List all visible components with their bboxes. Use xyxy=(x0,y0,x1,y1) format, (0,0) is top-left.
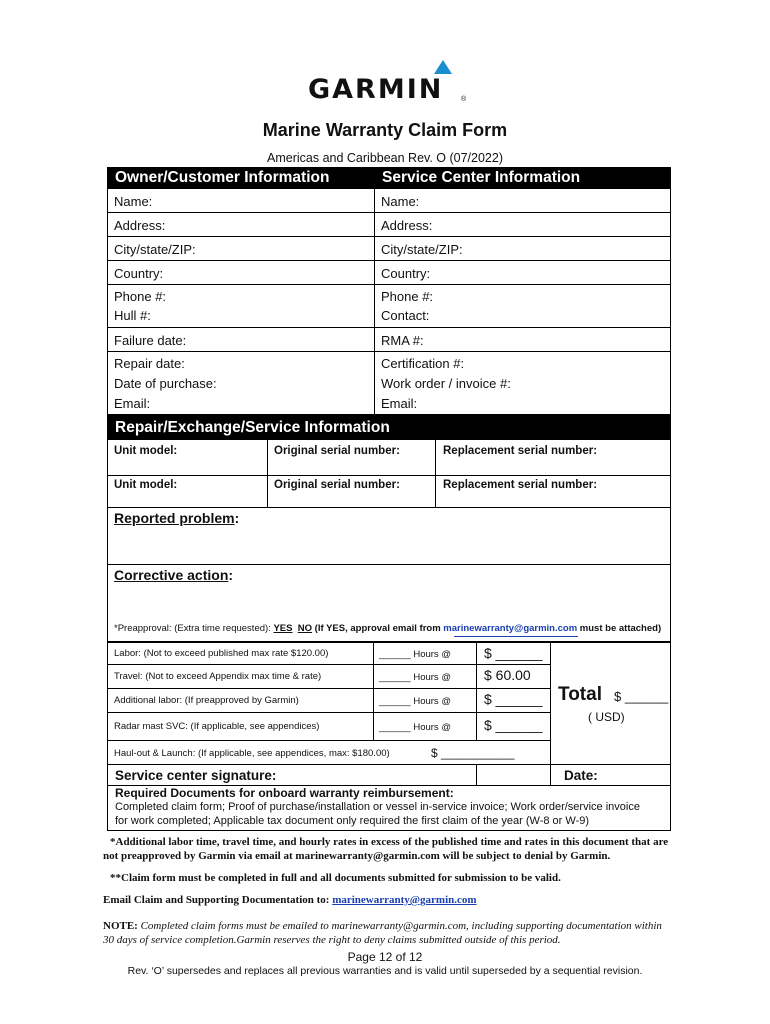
page-number: Page 12 of 12 xyxy=(347,950,423,964)
unit-model-field[interactable]: Unit model: xyxy=(114,479,178,491)
total-label: Total xyxy=(558,684,602,705)
revision-note: Rev. ‘O’ supersedes and replaces all previous warranties and is valid until superseded by a sequential revision. xyxy=(127,965,643,977)
charge-row xyxy=(108,643,550,665)
required-docs-line: Completed claim form; Proof of purchase/installation or vessel in-service invoice; Work order/service invoice xyxy=(115,801,640,813)
note-label: NOTE: xyxy=(103,920,138,932)
unit-row xyxy=(108,440,670,475)
preapproval-underline xyxy=(454,636,578,637)
haulout-label: Haul-out & Launch: (If applicable, see appendices, max: $180.00) xyxy=(114,748,390,759)
info-row xyxy=(108,236,670,260)
divider xyxy=(550,765,551,785)
labor-amount-field[interactable]: $ ______ xyxy=(484,645,543,661)
labor-hours-field[interactable]: ______ Hours @ xyxy=(379,649,451,660)
total-amount-field[interactable]: $ ______ xyxy=(614,689,669,704)
email-instruction xyxy=(103,894,477,906)
logo-triangle-icon xyxy=(434,60,452,74)
info-row xyxy=(108,284,670,327)
unit-model-field[interactable]: Unit model: xyxy=(114,445,178,457)
service-work-order-field[interactable]: Work order / invoice #: xyxy=(381,376,511,391)
colon: : xyxy=(234,510,240,526)
service-phone-field[interactable]: Phone #: xyxy=(381,289,434,304)
owner-repair-date-field[interactable]: Repair date: xyxy=(114,356,185,371)
signature-row xyxy=(108,765,670,785)
corrective-action-text: Corrective action xyxy=(114,567,229,583)
service-certification-field[interactable]: Certification #: xyxy=(381,356,465,371)
owner-header: Owner/Customer Information xyxy=(115,169,330,186)
charges-section xyxy=(107,617,671,765)
original-serial-field[interactable]: Original serial number: xyxy=(274,445,400,457)
info-header xyxy=(108,168,670,189)
info-row xyxy=(108,189,670,212)
radar-mast-amount-field[interactable]: $ ______ xyxy=(484,717,543,733)
owner-address-field[interactable]: Address: xyxy=(114,218,166,233)
repair-header xyxy=(108,416,670,440)
complete-form-note: **Claim form must be completed in full and all documents submitted for submission to be valid. xyxy=(110,872,561,884)
info-section xyxy=(107,167,671,415)
owner-country-field[interactable]: Country: xyxy=(114,266,164,281)
reported-problem-label xyxy=(114,510,239,526)
radar-mast-hours-field[interactable]: ______ Hours @ xyxy=(379,722,451,733)
signature-field[interactable]: Service center signature: xyxy=(115,768,277,783)
travel-amount-field[interactable]: $ 60.00 xyxy=(484,667,531,683)
charge-row xyxy=(108,713,550,741)
service-address-field[interactable]: Address: xyxy=(381,218,433,233)
repair-section xyxy=(107,415,671,642)
date-field[interactable]: Date: xyxy=(564,768,598,783)
divider xyxy=(435,440,436,475)
owner-phone-field[interactable]: Phone #: xyxy=(114,289,167,304)
logo-text: GARMIN xyxy=(308,74,444,105)
reported-problem-text: Reported problem xyxy=(114,510,235,526)
colon: : xyxy=(228,567,234,583)
preapproval-no[interactable]: NO xyxy=(297,623,313,634)
additional-labor-note: not preapproved by Garmin via email at marinewarranty@garmin.com will be subject to denial by Garmin. xyxy=(103,850,611,862)
additional-labor-label: Additional labor: (If preapproved by Garmin) xyxy=(114,695,299,706)
divider xyxy=(550,643,551,766)
total-currency: ( USD) xyxy=(588,710,625,724)
additional-labor-amount-field[interactable]: $ ______ xyxy=(484,691,543,707)
logo-registered-mark: ® xyxy=(461,96,467,103)
repair-header-text: Repair/Exchange/Service Information xyxy=(115,419,390,436)
note-text: 30 days of service completion.Garmin reserves the right to deny claims submitted outside of this period. xyxy=(103,934,561,946)
divider xyxy=(476,765,477,785)
service-email-field[interactable]: Email: xyxy=(381,396,418,411)
form-subtitle: Americas and Caribbean Rev. O (07/2022) xyxy=(267,151,503,165)
reported-problem-box[interactable] xyxy=(108,507,670,564)
divider xyxy=(267,476,268,508)
service-contact-field[interactable]: Contact: xyxy=(381,308,430,323)
replacement-serial-field[interactable]: Replacement serial number: xyxy=(443,445,598,457)
service-name-field[interactable]: Name: xyxy=(381,194,420,209)
info-row xyxy=(108,327,670,351)
info-row xyxy=(108,351,670,416)
charge-row xyxy=(108,689,550,713)
preapproval-suffix: must be attached) xyxy=(577,623,662,634)
divider xyxy=(435,476,436,508)
travel-label: Travel: (Not to exceed Appendix max time & rate) xyxy=(114,671,322,682)
required-docs-title: Required Documents for onboard warranty reimbursement: xyxy=(115,786,454,800)
info-row xyxy=(108,212,670,236)
service-rma-field[interactable]: RMA #: xyxy=(381,333,424,348)
charges-grid xyxy=(108,642,670,765)
radar-mast-label: Radar mast SVC: (If applicable, see appendices) xyxy=(114,721,320,732)
note-line xyxy=(103,920,662,932)
required-docs-line: for work completed; Applicable tax document only required the first claim of the year (W-8 or W-9) xyxy=(115,815,590,827)
preapproval-line xyxy=(114,623,661,634)
charge-row xyxy=(108,665,550,689)
preapproval-yes[interactable]: YES xyxy=(273,623,293,634)
form-title: Marine Warranty Claim Form xyxy=(262,120,508,140)
additional-labor-note: *Additional labor time, travel time, and hourly rates in excess of the published time and rates in this document that are xyxy=(110,836,669,848)
required-docs xyxy=(108,785,670,831)
owner-city-field[interactable]: City/state/ZIP: xyxy=(114,242,196,257)
haulout-amount-field[interactable]: $ ___________ xyxy=(431,746,515,760)
preapproval-prefix: *Preapproval: (Extra time requested): xyxy=(114,623,274,634)
service-city-field[interactable]: City/state/ZIP: xyxy=(381,242,463,257)
email-label: Email Claim and Supporting Documentation to: xyxy=(103,894,330,906)
divider xyxy=(267,440,268,475)
note-text: Completed claim forms must be emailed to marinewarranty@garmin.com, including supporting documentation within xyxy=(137,920,662,932)
owner-purchase-date-field[interactable]: Date of purchase: xyxy=(114,376,217,391)
preapproval-email-link[interactable]: marinewarranty@garmin.com xyxy=(443,623,578,634)
service-header: Service Center Information xyxy=(382,169,581,186)
email-link[interactable]: marinewarranty@garmin.com xyxy=(332,894,477,906)
service-country-field[interactable]: Country: xyxy=(381,266,431,281)
garmin-logo xyxy=(308,60,468,104)
travel-hours-field[interactable]: ______ Hours @ xyxy=(379,672,451,683)
info-row xyxy=(108,260,670,284)
original-serial-field[interactable]: Original serial number: xyxy=(274,479,400,491)
owner-name-field[interactable]: Name: xyxy=(114,194,153,209)
owner-failure-date-field[interactable]: Failure date: xyxy=(114,333,187,348)
unit-row xyxy=(108,475,670,507)
labor-label: Labor: (Not to exceed published max rate $120.00) xyxy=(114,648,329,659)
preapproval-middle: (If YES, approval email from xyxy=(312,623,444,634)
owner-email-field[interactable]: Email: xyxy=(114,396,151,411)
additional-labor-hours-field[interactable]: ______ Hours @ xyxy=(379,696,451,707)
replacement-serial-field[interactable]: Replacement serial number: xyxy=(443,479,598,491)
owner-hull-field[interactable]: Hull #: xyxy=(114,308,151,323)
signature-section xyxy=(107,765,671,831)
corrective-action-label xyxy=(114,567,233,583)
